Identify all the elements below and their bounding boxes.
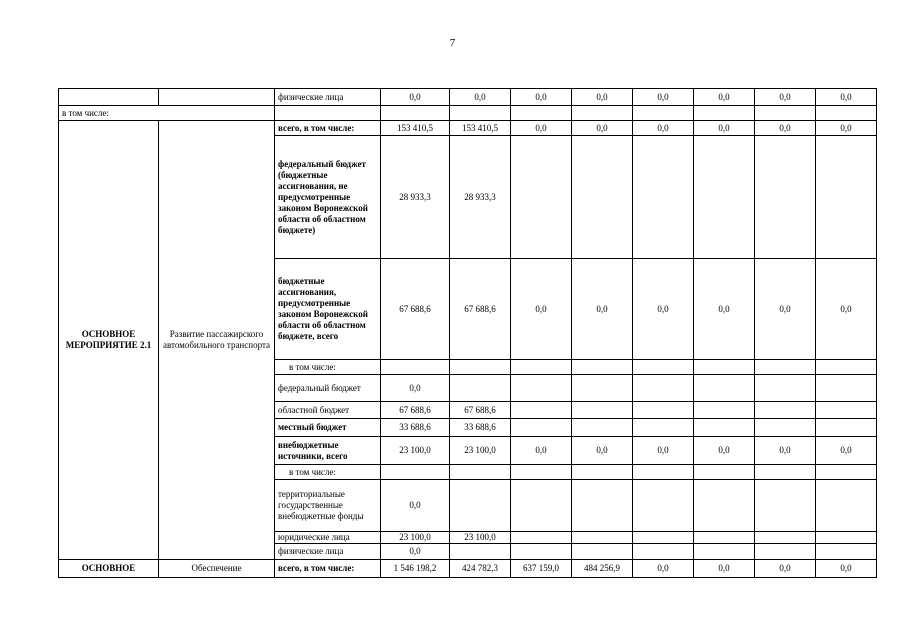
- value-cell: 0,0: [755, 560, 816, 578]
- value-cell: 23 100,0: [381, 437, 450, 465]
- value-cell: 0,0: [816, 437, 877, 465]
- value-cell: 0,0: [572, 437, 633, 465]
- value-cell: 0,0: [633, 259, 694, 360]
- value-cell: [450, 544, 511, 560]
- source-cell: в том числе:: [275, 465, 381, 480]
- value-cell: [755, 544, 816, 560]
- value-cell: [572, 375, 633, 402]
- value-cell: 28 933,3: [450, 136, 511, 259]
- value-cell: 0,0: [633, 560, 694, 578]
- value-cell: 0,0: [511, 89, 572, 106]
- value-cell: [816, 402, 877, 419]
- value-cell: [816, 544, 877, 560]
- value-cell: [381, 360, 450, 375]
- source-cell: внебюджетные источники, всего: [275, 437, 381, 465]
- table-row: [59, 89, 877, 106]
- value-cell: [816, 360, 877, 375]
- value-cell: [816, 136, 877, 259]
- source-cell: всего, в том числе:: [275, 560, 381, 578]
- value-cell: [633, 419, 694, 437]
- value-cell: [755, 532, 816, 544]
- value-cell: 0,0: [755, 89, 816, 106]
- value-cell: [572, 480, 633, 532]
- value-cell: [633, 375, 694, 402]
- source-cell: физические лица: [275, 544, 381, 560]
- value-cell: 0,0: [511, 259, 572, 360]
- value-cell: 0,0: [694, 437, 755, 465]
- source-cell: в том числе:: [275, 360, 381, 375]
- value-cell: 0,0: [572, 121, 633, 136]
- value-cell: [633, 360, 694, 375]
- value-cell: [694, 136, 755, 259]
- value-cell: 33 688,6: [450, 419, 511, 437]
- value-cell: [755, 402, 816, 419]
- value-cell: 153 410,5: [450, 121, 511, 136]
- value-cell: 0,0: [381, 375, 450, 402]
- page-number: 7: [449, 37, 456, 49]
- source-cell: всего, в том числе:: [275, 121, 381, 136]
- value-cell: [633, 402, 694, 419]
- value-cell: 0,0: [381, 544, 450, 560]
- value-cell: 637 159,0: [511, 560, 572, 578]
- value-cell: [694, 480, 755, 532]
- value-cell: [755, 480, 816, 532]
- value-cell: [755, 360, 816, 375]
- value-cell: 67 688,6: [381, 402, 450, 419]
- value-cell: [633, 532, 694, 544]
- value-cell: [572, 532, 633, 544]
- value-cell: [755, 419, 816, 437]
- value-cell: [755, 465, 816, 480]
- value-cell: 23 100,0: [450, 437, 511, 465]
- value-cell: [450, 375, 511, 402]
- value-cell: 67 688,6: [450, 402, 511, 419]
- value-cell: 33 688,6: [381, 419, 450, 437]
- empty-cell: [275, 106, 381, 121]
- value-cell: [694, 402, 755, 419]
- value-cell: 0,0: [511, 437, 572, 465]
- empty-cell: [816, 106, 877, 121]
- value-cell: 67 688,6: [381, 259, 450, 360]
- event-cell: ОСНОВНОЕ: [59, 560, 159, 578]
- source-cell: бюджетные ассигнования, предусмотренные законом Воронежской области об областном бюджете, всего: [275, 259, 381, 360]
- value-cell: [511, 375, 572, 402]
- value-cell: 0,0: [755, 259, 816, 360]
- value-cell: 0,0: [572, 259, 633, 360]
- event-cell: [59, 89, 159, 106]
- value-cell: [572, 402, 633, 419]
- value-cell: [572, 544, 633, 560]
- value-cell: [755, 375, 816, 402]
- value-cell: 0,0: [572, 89, 633, 106]
- value-cell: 0,0: [694, 89, 755, 106]
- value-cell: 0,0: [816, 89, 877, 106]
- value-cell: 0,0: [694, 121, 755, 136]
- value-cell: [694, 465, 755, 480]
- empty-cell: [755, 106, 816, 121]
- empty-cell: [450, 106, 511, 121]
- value-cell: [694, 375, 755, 402]
- value-cell: [755, 136, 816, 259]
- value-cell: 1 546 198,2: [381, 560, 450, 578]
- value-cell: 424 782,3: [450, 560, 511, 578]
- value-cell: 23 100,0: [450, 532, 511, 544]
- name-cell: Обеспечение: [159, 560, 275, 578]
- value-cell: [633, 136, 694, 259]
- empty-cell: [381, 106, 450, 121]
- value-cell: [694, 419, 755, 437]
- value-cell: 153 410,5: [381, 121, 450, 136]
- value-cell: 0,0: [694, 259, 755, 360]
- empty-cell: [511, 106, 572, 121]
- label-cell: в том числе:: [59, 106, 275, 121]
- value-cell: [450, 465, 511, 480]
- event-cell: ОСНОВНОЕ МЕРОПРИЯТИЕ 2.1: [59, 121, 159, 560]
- value-cell: [511, 402, 572, 419]
- value-cell: [633, 480, 694, 532]
- value-cell: 0,0: [633, 89, 694, 106]
- value-cell: [572, 465, 633, 480]
- empty-cell: [572, 106, 633, 121]
- value-cell: 0,0: [511, 121, 572, 136]
- source-cell: территориальные государственные внебюджетные фонды: [275, 480, 381, 532]
- value-cell: [816, 419, 877, 437]
- value-cell: [511, 544, 572, 560]
- value-cell: 0,0: [755, 437, 816, 465]
- value-cell: [633, 465, 694, 480]
- name-cell: Развитие пассажирского автомобильного транспорта: [159, 121, 275, 560]
- value-cell: [511, 136, 572, 259]
- value-cell: 67 688,6: [450, 259, 511, 360]
- value-cell: [572, 419, 633, 437]
- value-cell: 0,0: [381, 89, 450, 106]
- source-cell: физические лица: [275, 89, 381, 106]
- source-cell: федеральный бюджет (бюджетные ассигнования, не предусмотренные законом Воронежской области об областном бюджете): [275, 136, 381, 259]
- value-cell: [572, 136, 633, 259]
- table-row: [59, 106, 877, 121]
- source-cell: областной бюджет: [275, 402, 381, 419]
- value-cell: [450, 360, 511, 375]
- value-cell: [816, 480, 877, 532]
- value-cell: 0,0: [755, 121, 816, 136]
- value-cell: [511, 532, 572, 544]
- value-cell: [694, 532, 755, 544]
- value-cell: [816, 375, 877, 402]
- value-cell: 484 256,9: [572, 560, 633, 578]
- value-cell: 28 933,3: [381, 136, 450, 259]
- value-cell: 23 100,0: [381, 532, 450, 544]
- table-row: [59, 560, 877, 578]
- source-cell: юридические лица: [275, 532, 381, 544]
- value-cell: 0,0: [816, 560, 877, 578]
- name-cell: [159, 89, 275, 106]
- value-cell: [572, 360, 633, 375]
- empty-cell: [694, 106, 755, 121]
- value-cell: 0,0: [381, 480, 450, 532]
- value-cell: 0,0: [450, 89, 511, 106]
- empty-cell: [633, 106, 694, 121]
- value-cell: [816, 532, 877, 544]
- value-cell: [816, 465, 877, 480]
- value-cell: [511, 465, 572, 480]
- value-cell: 0,0: [633, 121, 694, 136]
- budget-table: [58, 88, 877, 578]
- source-cell: местный бюджет: [275, 419, 381, 437]
- value-cell: 0,0: [633, 437, 694, 465]
- value-cell: [381, 465, 450, 480]
- source-cell: федеральный бюджет: [275, 375, 381, 402]
- value-cell: 0,0: [694, 560, 755, 578]
- value-cell: 0,0: [816, 121, 877, 136]
- value-cell: 0,0: [816, 259, 877, 360]
- value-cell: [511, 480, 572, 532]
- value-cell: [694, 360, 755, 375]
- table-row: [59, 121, 877, 136]
- value-cell: [511, 360, 572, 375]
- value-cell: [511, 419, 572, 437]
- value-cell: [450, 480, 511, 532]
- value-cell: [694, 544, 755, 560]
- value-cell: [633, 544, 694, 560]
